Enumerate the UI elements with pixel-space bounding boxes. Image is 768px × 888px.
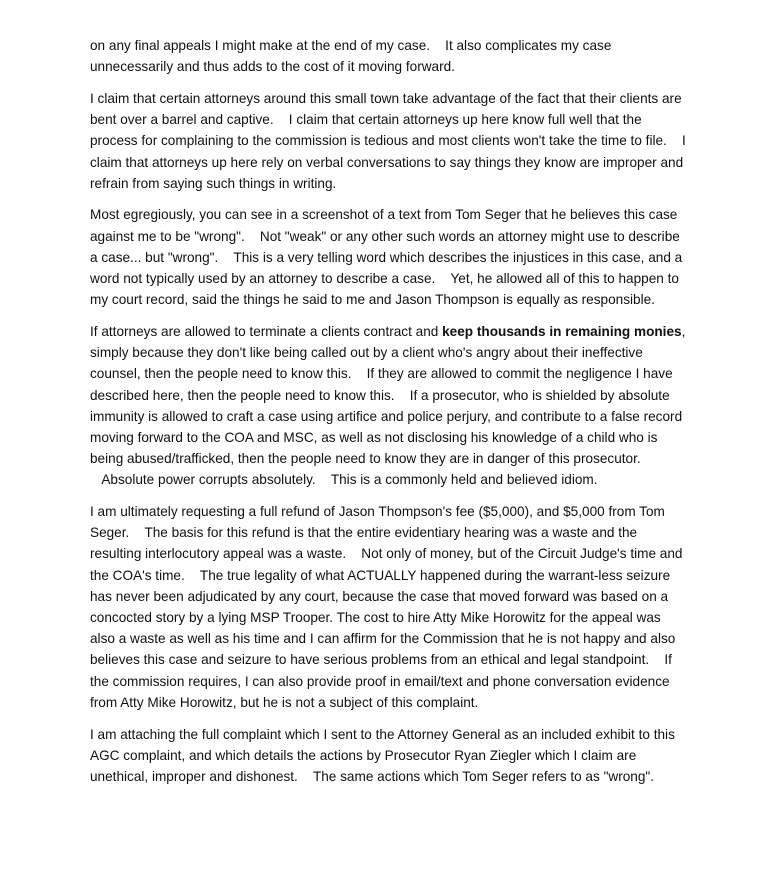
sentence-part: , simply because they don't like being called out by a client who's angry about their ineffective counsel, then the people need to know this. [90,323,686,382]
paragraph-people-need-to-know [90,321,686,491]
sentence-part: If attorneys are allowed to terminate a clients contract and [90,323,443,339]
paragraph-attachment [90,724,686,788]
sentence: Not "weak" or any other such words an attorney might use to describe a case... but "wrong". [90,228,680,265]
sentence: Absolute power corrupts absolutely. [101,472,316,488]
paragraph-wrong-case [90,204,686,310]
sentence: Yet, he allowed all of this to happen to my court record, said the things he said to me and Jason Thompson is equally as responsible. [90,271,679,308]
sentence: This is a commonly held and believed idiom. [330,472,598,488]
sentence: This is a very telling word which describes the injustices in this case, and a word not typically used by an attorney to describe a case. [90,249,683,287]
sentence: I am attaching the full complaint which I sent to the Attorney General as an included exhibit to this AGC complaint, and which details the actions by Prosecutor Ryan Ziegler which I claim are unethical, improper and dishonest. [90,726,675,784]
paragraph-refund-request [90,501,686,713]
sentence: I claim that attorneys up here rely on verbal conversations to say things they know are improper and refrain from saying such things in writing. [90,133,686,191]
sentence: If the commission requires, I can also provide proof in email/text and phone conversation evidence from Atty Mike Horowitz, but he is not a subject of this complaint. [90,652,672,710]
sentence: Not only of money, but of the Circuit Judge's time and the COA's time. [90,546,683,583]
document-page [90,35,686,798]
paragraph-appeals-cost [90,35,686,77]
bold-phrase: keep thousands in remaining monies [442,323,682,339]
sentence: I claim that certain attorneys around this small town take advantage of the fact that their clients are bent over a barrel and captive. [90,90,682,128]
paragraph-attorney-claims [90,88,686,194]
sentence: The basis for this refund is that the entire evidentiary hearing was a waste and the resulting interlocutory appeal was a waste. [90,525,638,562]
sentence: If they are allowed to commit the negligence I have described here, then the people need to know this. [90,366,673,403]
sentence: The same actions which Tom Seger refers to as "wrong". [312,769,655,784]
sentence: I claim that certain attorneys up here know full well that the process for complaining to the commission is tedious and most clients won't take the time to file. [90,112,667,149]
sentence: I am ultimately requesting a full refund of Jason Thompson's fee ($5,000), and $5,000 from Tom Seger. [90,504,665,541]
sentence: The true legality of what ACTUALLY happened during the warrant-less seizure has never been adjudicated by any court, because the case that moved forward was based on a concocted story by a lying MSP Trooper. The cost to hire Atty Mike Horowitz for the appeal was also a waste as well as his time and I can affirm for the Commission that he is not happy and also believes this case and seizure to have serious problems from an ethical and legal standpoint. [90,567,676,668]
sentence: It also complicates my case unnecessarily and thus adds to the cost of it moving forward. [90,38,612,75]
sentence: on any final appeals I might make at the end of my case. [90,38,431,53]
sentence: If a prosecutor, who is shielded by absolute immunity is allowed to craft a case using artifice and police perjury, and contribute to a false record moving forward to the COA and MSC, as well as not disclosing his knowledge of a child who is being abused/trafficked, then the people need to know they are in danger of this prosecutor. [90,387,683,467]
sentence: Most egregiously, you can see in a screenshot of a text from Tom Seger that he believes this case against me to be "wrong". [90,207,678,244]
